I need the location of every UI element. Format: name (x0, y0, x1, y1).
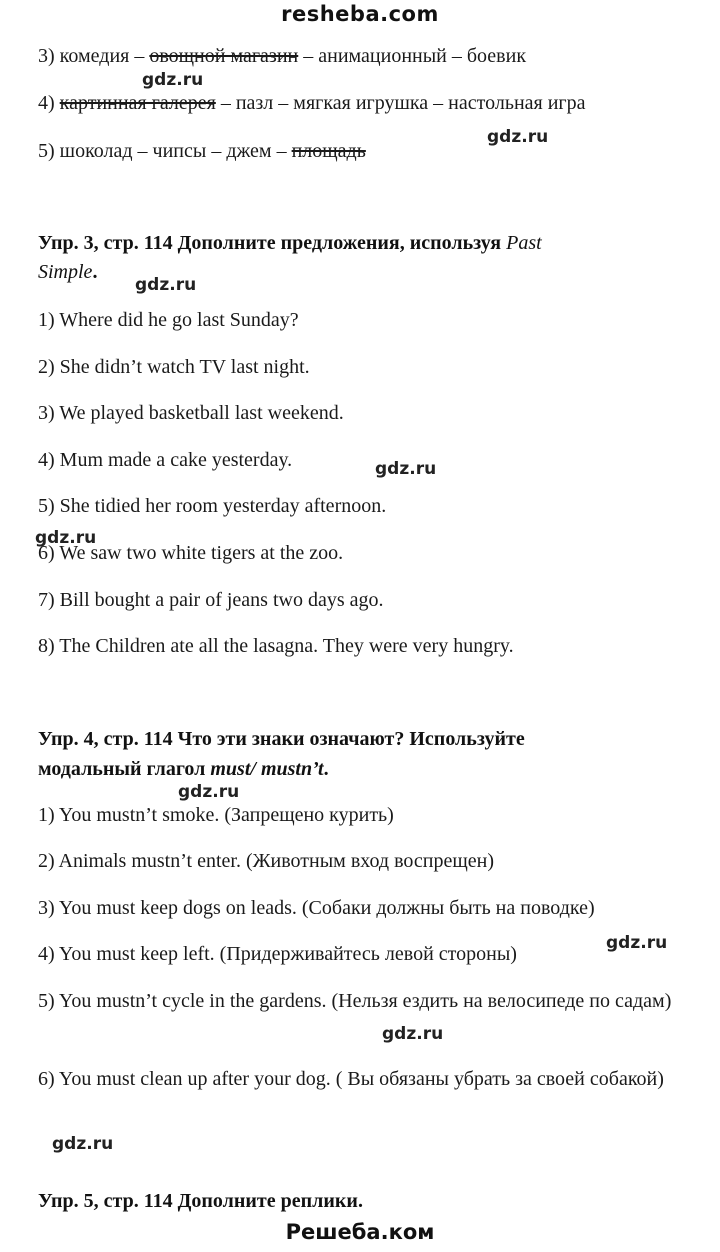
watermark: gdz.ru (487, 127, 549, 147)
watermark: gdz.ru (142, 70, 204, 90)
watermark: gdz.ru (135, 275, 197, 295)
list-item: 5) шоколад – чипсы – джем – площадь (38, 140, 366, 162)
watermark: gdz.ru (35, 528, 97, 548)
exercise-3-item: 8) The Children ate all the lasagna. They were very hungry. (38, 635, 514, 657)
exercise-4-item: 6) You must clean up after your dog. ( Вы обязаны убрать за своей собакой) (38, 1068, 664, 1090)
exercise-3-item: 2) She didn’t watch TV last night. (38, 356, 310, 378)
exercise-4-item: 4) You must keep left. (Придерживайтесь левой стороны) (38, 943, 517, 965)
exercise-3-item: 5) She tidied her room yesterday afternoon. (38, 495, 387, 517)
exercise-4-item: 5) You mustn’t cycle in the gardens. (Нельзя ездить на велосипеде по садам) (38, 990, 672, 1012)
exercise-3-item: 1) Where did he go last Sunday? (38, 309, 299, 331)
site-footer: Решеба.ком (285, 1220, 435, 1244)
list-item: 3) комедия – овощной магазин – анимационный – боевик (38, 45, 527, 67)
watermark: gdz.ru (178, 782, 240, 802)
exercise-4-item: 2) Animals mustn’t enter. (Животным вход воспрещен) (38, 850, 494, 872)
exercise-3-item: 3) We played basketball last weekend. (38, 402, 344, 424)
exercise-4-item: 3) You must keep dogs on leads. (Собаки должны быть на поводке) (38, 897, 595, 919)
exercise-3-item: 6) We saw two white tigers at the zoo. (38, 542, 344, 564)
struck-word: картинная галерея (59, 92, 216, 114)
watermark: gdz.ru (382, 1024, 444, 1044)
watermark: gdz.ru (606, 933, 668, 953)
exercise-5-title: Упр. 5, стр. 114 Дополните реплики. (38, 1190, 363, 1212)
struck-word: площадь (291, 140, 366, 162)
exercise-3-title-cont: Simple. (38, 261, 98, 283)
exercise-4-title: Упр. 4, стр. 114 Что эти знаки означают? Используйте (38, 728, 525, 750)
list-item: 4) картинная галерея – пазл – мягкая игрушка – настольная игра (38, 92, 586, 114)
exercise-3-item: 4) Mum made a cake yesterday. (38, 449, 293, 471)
site-header: resheba.com (281, 2, 439, 26)
exercise-3-item: 7) Bill bought a pair of jeans two days ago. (38, 589, 384, 611)
watermark: gdz.ru (52, 1134, 114, 1154)
exercise-4-title-cont: модальный глагол must/ mustn’t. (38, 758, 329, 780)
exercise-3-title: Упр. 3, стр. 114 Дополните предложения, используя Past (38, 232, 542, 254)
struck-word: овощной магазин (149, 45, 299, 67)
watermark: gdz.ru (375, 459, 437, 479)
exercise-4-item: 1) You mustn’t smoke. (Запрещено курить) (38, 804, 394, 826)
